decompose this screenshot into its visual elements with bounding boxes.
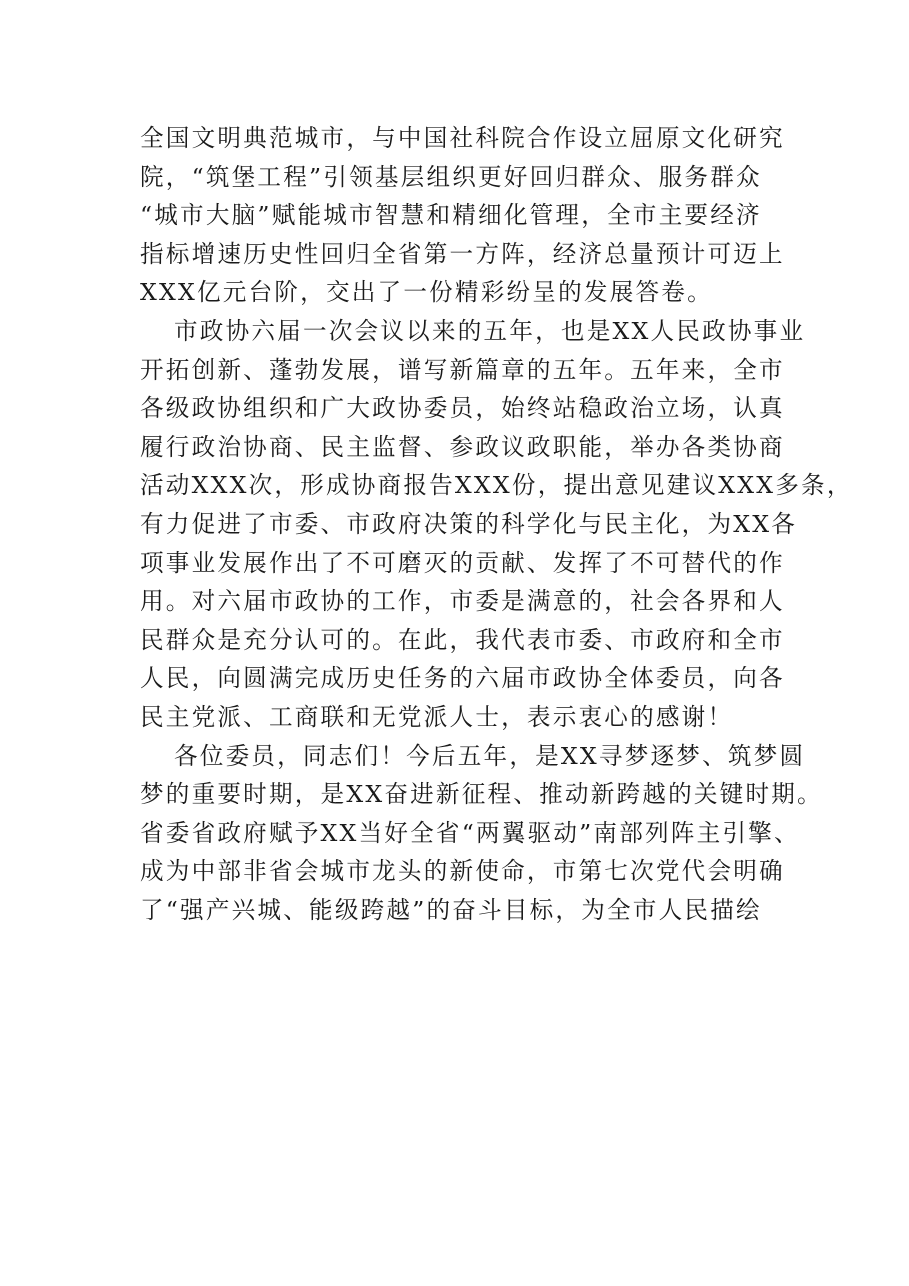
text-line: 人民，向圆满完成历史任务的六届市政协全体委员，向各 bbox=[140, 664, 785, 693]
text-line: 活动XXX次，形成协商报告XXX份，提出意见建议XXX多条， bbox=[140, 471, 853, 500]
text-line: 民群众是充分认可的。在此，我代表市委、市政府和全市 bbox=[140, 625, 785, 654]
paragraph-1 bbox=[140, 119, 800, 312]
text-line: 开拓创新、蓬勃发展，谱写新篇章的五年。五年来，全市 bbox=[140, 355, 785, 384]
text-line: 用。对六届市政协的工作，市委是满意的，社会各界和人 bbox=[140, 587, 785, 616]
text-line: 院，“筑堡工程”引领基层组织更好回归群众、服务群众 bbox=[140, 162, 762, 191]
text-line: 指标增速历史性回归全省第一方阵，经济总量预计可迈上 bbox=[140, 239, 785, 268]
text-line: 项事业发展作出了不可磨灭的贡献、发挥了不可替代的作 bbox=[140, 548, 785, 577]
text-line: 各位委员，同志们！今后五年，是XX寻梦逐梦、筑梦圆 bbox=[174, 741, 806, 770]
body-text bbox=[140, 119, 853, 929]
text-line: 全国文明典范城市，与中国社科院合作设立屈原文化研究 bbox=[140, 124, 785, 152]
text-line: XXX亿元台阶，交出了一份精彩纷呈的发展答卷。 bbox=[140, 278, 713, 307]
text-line: 各级政协组织和广大政协委员，始终站稳政治立场，认真 bbox=[140, 394, 785, 423]
text-line: 市政协六届一次会议以来的五年，也是XX人民政协事业 bbox=[174, 316, 806, 345]
text-line: 省委省政府赋予XX当好全省“两翼驱动”南部列阵主引擎、 bbox=[140, 818, 800, 847]
text-line: 了“强产兴城、能级跨越”的奋斗目标，为全市人民描绘 bbox=[140, 895, 762, 924]
text-line: “城市大脑”赋能城市智慧和精细化管理，全市主要经济 bbox=[140, 201, 762, 230]
paragraph-2 bbox=[140, 312, 853, 737]
text-line: 成为中部非省会城市龙头的新使命，市第七次党代会明确 bbox=[140, 857, 785, 886]
text-line: 民主党派、工商联和无党派人士，表示衷心的感谢！ bbox=[140, 702, 734, 731]
paragraph-3 bbox=[140, 737, 823, 930]
text-line: 有力促进了市委、市政府决策的科学化与民主化，为XX各 bbox=[140, 509, 798, 538]
text-line: 梦的重要时期，是XX奋进新征程、推动新跨越的关键时期。 bbox=[140, 780, 823, 809]
text-line: 履行政治协商、民主监督、参政议政职能，举办各类协商 bbox=[140, 432, 785, 461]
